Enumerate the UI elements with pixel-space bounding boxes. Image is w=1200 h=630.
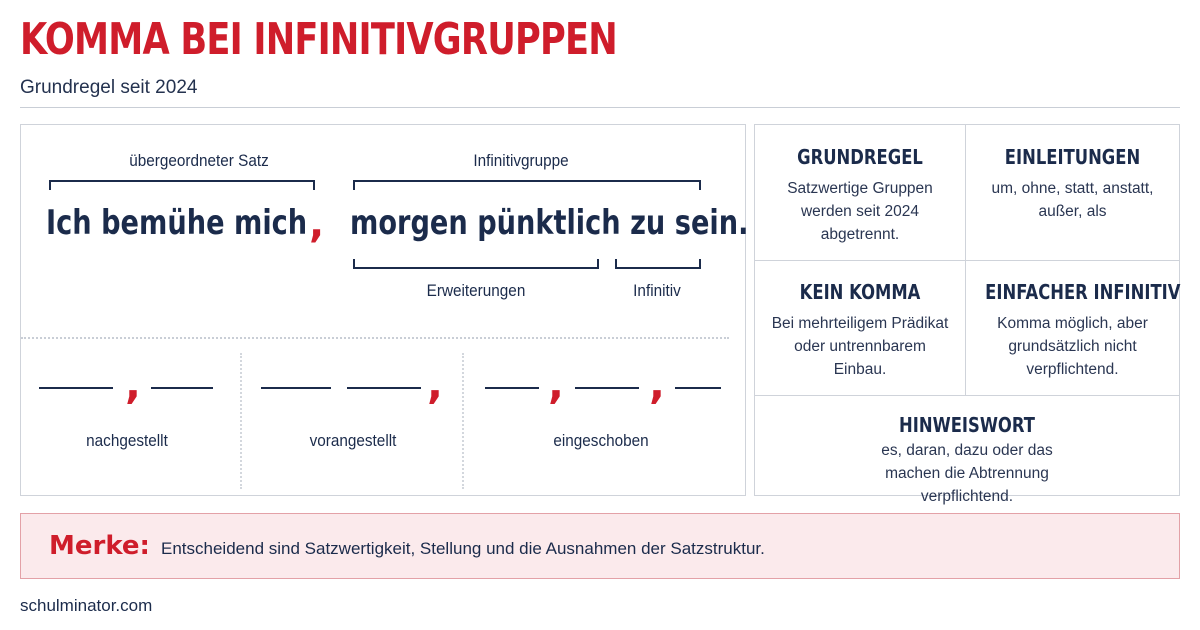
rule-card-kein-komma xyxy=(755,280,965,381)
rule-title: HINWEISWORT xyxy=(899,413,1035,437)
grid-divider xyxy=(755,395,1179,396)
header-divider xyxy=(20,107,1180,108)
clause-line xyxy=(151,387,213,389)
rule-title: EINFACHER INFINITIV xyxy=(985,280,1181,304)
rule-card-grundregel xyxy=(755,145,965,246)
rule-text: um, ohne, statt, anstatt, außer, als xyxy=(991,180,1154,220)
comma-mark: , xyxy=(427,359,443,408)
rules-grid xyxy=(754,124,1181,505)
merke-text: Entscheidend sind Satzwertigkeit, Stellung und die Ausnahmen der Satzstruktur. xyxy=(161,539,765,558)
page-title: KOMMA BEI INFINITIVGRUPPEN xyxy=(20,14,617,65)
bracket-extensions xyxy=(353,259,599,269)
bracket-infinitive xyxy=(615,259,701,269)
rule-card-einleitungen xyxy=(966,145,1179,223)
clause-line xyxy=(261,387,331,389)
section-divider xyxy=(21,337,729,339)
bracket-infinitive-group xyxy=(353,180,701,190)
label-infinitive-group: Infinitivgruppe xyxy=(473,151,569,170)
rule-text: Komma möglich, aber grundsätzlich nicht verpflichtend. xyxy=(997,315,1148,378)
rule-card-einfacher-infinitiv xyxy=(966,280,1179,381)
merke-box xyxy=(20,513,1180,579)
rule-text: Bei mehrteiligem Prädikat oder untrennbarem Einbau. xyxy=(771,315,949,378)
rule-text: Satzwertige Gruppen werden seit 2024 abgetrennt. xyxy=(787,180,933,243)
clause-line xyxy=(675,387,721,389)
position-label: vorangestellt xyxy=(309,431,397,450)
page-subtitle: Grundregel seit 2024 xyxy=(20,77,198,98)
label-extensions: Erweiterungen xyxy=(426,281,526,300)
source-credit: schulminator.com xyxy=(20,596,153,615)
label-infinitive: Infinitiv xyxy=(633,281,681,300)
example-panel xyxy=(20,124,749,496)
column-divider xyxy=(462,353,464,489)
comma-mark: , xyxy=(548,359,564,408)
grid-divider xyxy=(755,260,1179,261)
clause-line xyxy=(347,387,421,389)
clause-line xyxy=(39,387,113,389)
rule-title: KEIN KOMMA xyxy=(799,280,921,304)
comma-mark: , xyxy=(649,359,665,408)
position-label: eingeschoben xyxy=(553,431,649,450)
label-main-clause: übergeordneter Satz xyxy=(129,151,269,170)
rule-title: EINLEITUNGEN xyxy=(1004,145,1141,169)
infinitive-group-text: morgen pünktlich zu sein. xyxy=(350,203,749,243)
rule-title: GRUNDREGEL xyxy=(797,145,923,169)
clause-line xyxy=(485,387,539,389)
comma-mark: , xyxy=(125,359,141,408)
clause-line xyxy=(575,387,639,389)
position-label: nachgestellt xyxy=(86,431,168,450)
rule-text: es, daran, dazu oder das machen die Abtrennung verpflichtend. xyxy=(881,442,1053,505)
merke-label: Merke: xyxy=(49,531,150,561)
example-comma: , xyxy=(309,201,325,247)
bracket-main-clause xyxy=(49,180,315,190)
column-divider xyxy=(240,353,242,489)
rule-card-hinweiswort xyxy=(755,413,1179,508)
main-clause-text: Ich bemühe mich xyxy=(46,203,308,243)
